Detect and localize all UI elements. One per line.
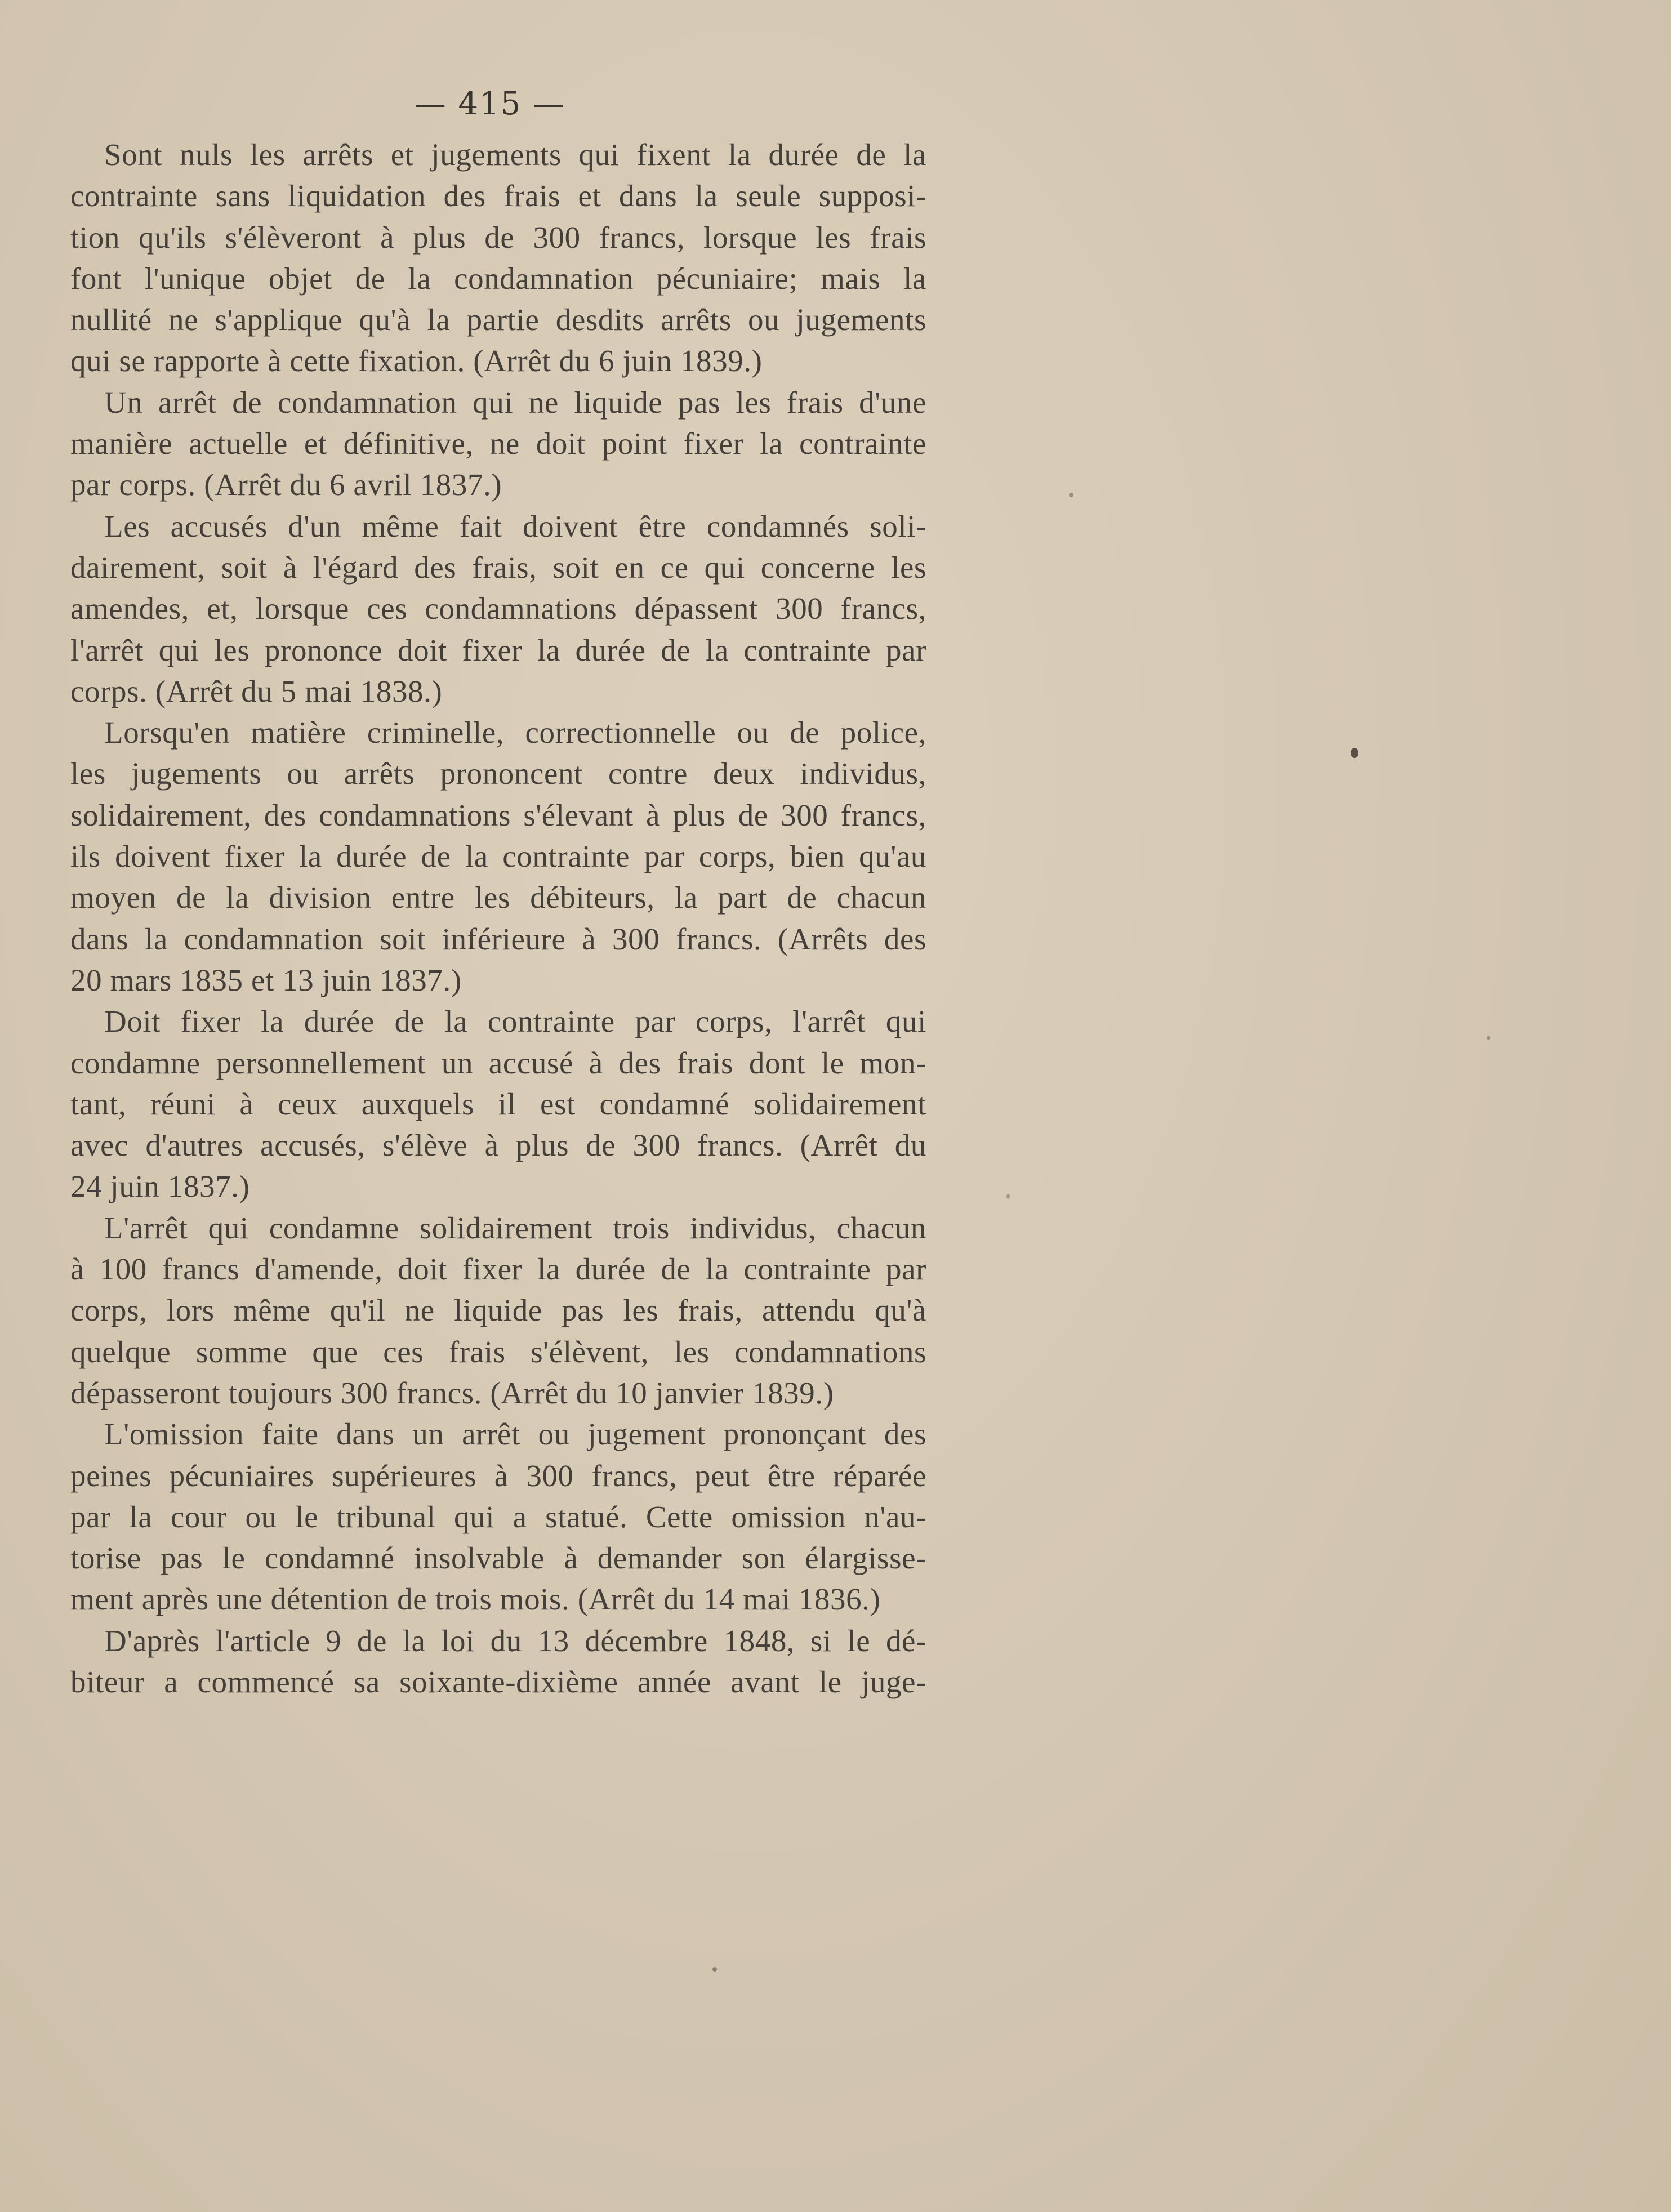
text-line: corps. (Arrêt du 5 mai 1838.) (70, 674, 443, 708)
text-line: quelque somme que ces frais s'élèvent, les condamnations (70, 1334, 926, 1369)
text-line: corps, lors même qu'il ne liquide pas les frais, attendu qu'à (70, 1293, 926, 1328)
text-line: avec d'autres accusés, s'élève à plus de 300 francs. (Arrêt du (70, 1128, 926, 1163)
text-line: nullité ne s'applique qu'à la partie desdits arrêts ou jugements (70, 302, 926, 337)
text-line: moyen de la division entre les débiteurs, la part de chacun (70, 880, 926, 915)
paragraph-6 (70, 1207, 926, 1413)
text-line: ils doivent fixer la durée de la contrainte par corps, bien qu'au (70, 839, 926, 874)
text-line: solidairement, des condamnations s'élevant à plus de 300 francs, (70, 797, 926, 832)
paper-speck (1351, 748, 1358, 758)
text-line: tion qu'ils s'élèveront à plus de 300 francs, lorsque les frais (70, 220, 926, 255)
text-line: peines pécuniaires supérieures à 300 francs, peut être réparée (70, 1458, 926, 1493)
text-line: torise pas le condamné insolvable à demander son élargisse- (70, 1541, 926, 1576)
text-line: l'arrêt qui les prononce doit fixer la durée de la contrainte par (70, 632, 926, 667)
paper-speck (1006, 1194, 1010, 1199)
text-line: dairement, soit à l'égard des frais, soit en ce qui concerne les (70, 550, 926, 585)
paper-speck (1487, 1036, 1490, 1040)
text-line: qui se rapporte à cette fixation. (Arrêt du 6 juin 1839.) (70, 344, 763, 378)
text-line: Les accusés d'un même fait doivent être condamnés soli- (104, 509, 926, 543)
paragraph-8 (70, 1620, 926, 1703)
paragraph-2 (70, 382, 926, 506)
text-line: amendes, et, lorsque ces condamnations dépassent 300 francs, (70, 591, 926, 626)
text-line: L'arrêt qui condamne solidairement trois individus, chacun (104, 1210, 926, 1245)
paper-speck (712, 1967, 717, 1972)
page-number: — 415 — (414, 86, 566, 122)
body-text (70, 134, 926, 1702)
text-line: 24 juin 1837.) (70, 1169, 250, 1204)
text-line: D'après l'article 9 de la loi du 13 décembre 1848, si le dé- (104, 1623, 926, 1658)
paragraph-5 (70, 1001, 926, 1207)
text-line: Doit fixer la durée de la contrainte par corps, l'arrêt qui (104, 1004, 926, 1039)
paragraph-4 (70, 712, 926, 1001)
text-line: à 100 francs d'amende, doit fixer la durée de la contrainte par (70, 1252, 926, 1287)
paragraph-3 (70, 506, 926, 712)
text-line: Sont nuls les arrêts et jugements qui fixent la durée de la (104, 137, 926, 172)
text-line: font l'unique objet de la condamnation pécuniaire; mais la (70, 261, 926, 296)
text-line: par la cour ou le tribunal qui a statué. Cette omission n'au- (70, 1499, 926, 1534)
paragraph-1 (70, 134, 926, 382)
text-line: condamne personnellement un accusé à des frais dont le mon- (70, 1045, 926, 1080)
text-line: dans la condamnation soit inférieure à 300 francs. (Arrêts des (70, 921, 926, 956)
text-line: 20 mars 1835 et 13 juin 1837.) (70, 962, 462, 997)
text-line: par corps. (Arrêt du 6 avril 1837.) (70, 467, 502, 502)
text-line: contrainte sans liquidation des frais et dans la seule supposi- (70, 179, 926, 213)
text-line: Un arrêt de condamnation qui ne liquide pas les frais d'une (104, 385, 926, 420)
text-line: les jugements ou arrêts prononcent contre deux individus, (70, 756, 926, 791)
text-line: L'omission faite dans un arrêt ou jugement prononçant des (104, 1417, 926, 1452)
text-line: dépasseront toujours 300 francs. (Arrêt du 10 janvier 1839.) (70, 1375, 834, 1410)
text-line: biteur a commencé sa soixante-dixième année avant le juge- (70, 1664, 926, 1699)
paragraph-7 (70, 1413, 926, 1620)
text-line: tant, réuni à ceux auxquels il est condamné solidairement (70, 1086, 926, 1121)
text-line: ment après une détention de trois mois. (Arrêt du 14 mai 1836.) (70, 1582, 881, 1617)
text-line: manière actuelle et définitive, ne doit point fixer la contrainte (70, 426, 926, 461)
paper-speck (1069, 493, 1073, 497)
text-line: Lorsqu'en matière criminelle, correctionnelle ou de police, (104, 715, 926, 750)
